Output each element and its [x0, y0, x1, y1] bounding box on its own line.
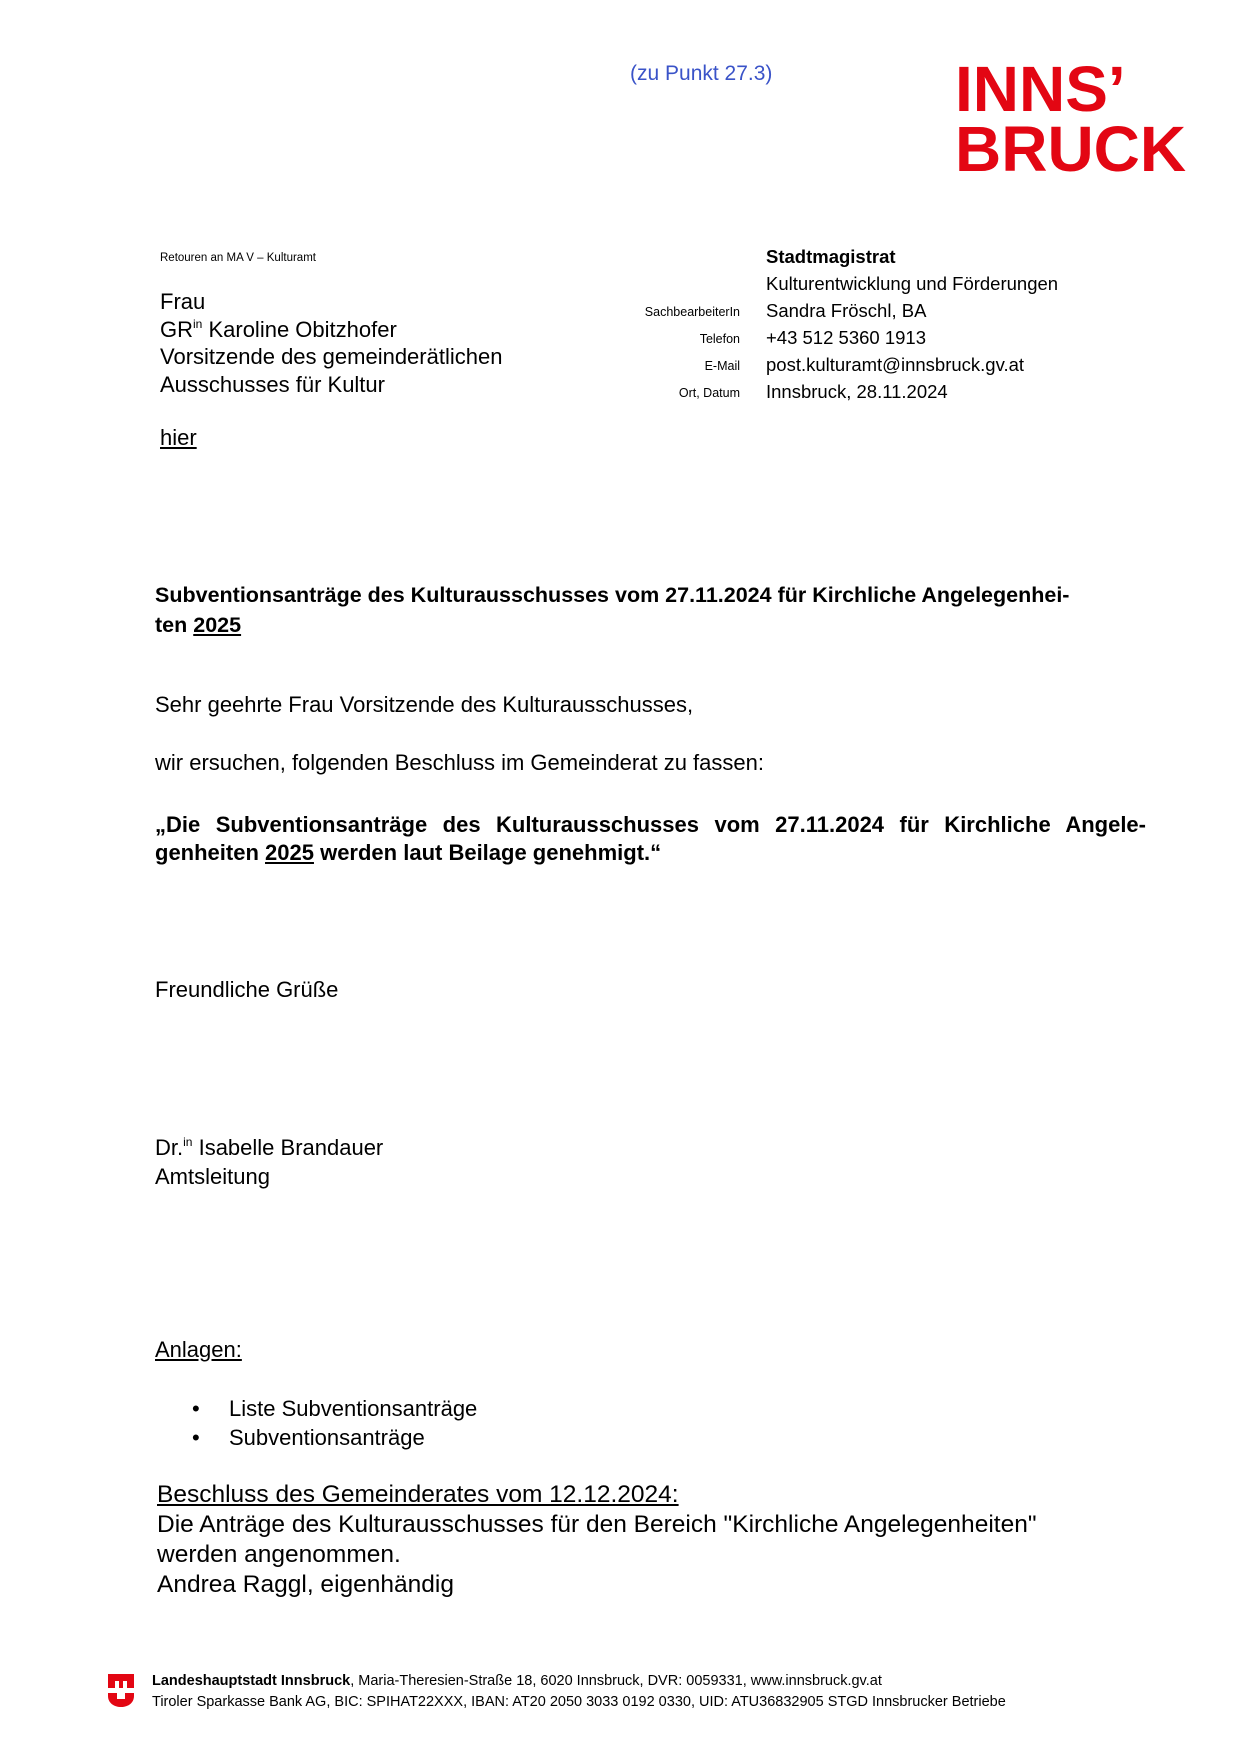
recipient-address [160, 288, 502, 398]
list-item [192, 1423, 477, 1452]
recipient-role-2: Ausschusses für Kultur [160, 371, 385, 397]
signature-title: Dr. [155, 1135, 184, 1160]
recipient-location: hier [160, 425, 197, 450]
council-decision-line-2: werden angenommen. [157, 1541, 401, 1568]
letter-subject [155, 580, 1145, 640]
recipient-name-line [160, 316, 502, 344]
clerk-name: Sandra Fröschl, BA [766, 300, 927, 321]
subject-year: 2025 [193, 613, 242, 637]
signature-block [155, 1133, 383, 1191]
phone-label: Telefon [699, 332, 740, 346]
footer [152, 1671, 1006, 1713]
recipient-title: GR [160, 316, 193, 342]
council-decision-heading: Beschluss des Gemeinderates vom 12.12.2024: [157, 1481, 679, 1508]
attachments-list [192, 1394, 477, 1452]
footer-line-2: Tiroler Sparkasse Bank AG, BIC: SPIHAT22XXX, IBAN: AT20 2050 3033 0192 0330, UID: ATU36832905 STGD Innsbrucker Betriebe [152, 1694, 1006, 1710]
signature-title-sup: in [183, 1135, 193, 1149]
resolution-line-2 [155, 839, 1146, 867]
attachment-label: Liste Subventionsanträge [229, 1396, 478, 1421]
resolution-line-1: „Die Subventionsanträge des Kulturausschusses vom 27.11.2024 für Kirchliche Angele- [155, 812, 1146, 837]
council-decision [157, 1480, 1037, 1600]
footer-line-1 [152, 1671, 1006, 1692]
attachment-label: Subventionsanträge [229, 1425, 425, 1450]
signature-position: Amtsleitung [155, 1164, 270, 1189]
place-date: Innsbruck, 28.11.2024 [766, 381, 948, 402]
sender-office: Stadtmagistrat [766, 246, 896, 267]
bullet-icon: • [192, 1425, 200, 1450]
resolution-line-2-post: werden laut Beilage genehmigt.“ [313, 840, 662, 865]
email-address: post.kulturamt@innsbruck.gv.at [766, 354, 1025, 375]
innsbruck-logo [955, 55, 1195, 180]
subject-line-1: Subventionsanträge des Kulturausschusses vom 27.11.2024 für Kirchliche Angelegenhei- [155, 583, 1070, 607]
recipient-title-sup: in [193, 316, 203, 331]
phone-number: +43 512 5360 1913 [766, 327, 926, 348]
signature-name: Isabelle Brandauer [192, 1135, 384, 1160]
footer-city: Landeshauptstadt Innsbruck [152, 1673, 351, 1689]
return-address: Retouren an MA V – Kulturamt [160, 252, 316, 264]
logo-line-1: INNS’ [955, 55, 1126, 125]
resolution-year: 2025 [265, 840, 314, 865]
council-decision-line-1: Die Anträge des Kulturausschusses für den Bereich "Kirchliche Angelegenheiten" [157, 1511, 1037, 1538]
subject-line-2-text: ten [155, 613, 194, 637]
recipient-salutation: Frau [160, 289, 206, 314]
closing: Freundliche Grüße [155, 977, 339, 1002]
subject-line-2 [155, 610, 1145, 640]
city-crest-icon [106, 1672, 136, 1708]
request-text: wir ersuchen, folgenden Beschluss im Gemeinderat zu fassen: [155, 750, 764, 775]
resolution-line-2-pre: genheiten [155, 840, 266, 865]
greeting: Sehr geehrte Frau Vorsitzende des Kulturausschusses, [155, 692, 694, 717]
place-date-label: Ort, Datum [678, 386, 740, 400]
footer-address: , Maria-Theresien-Straße 18, 6020 Innsbruck, DVR: 0059331, www.innsbruck.gv.at [350, 1673, 882, 1689]
attachments-heading: Anlagen: [155, 1337, 242, 1362]
sender-info [766, 243, 1058, 405]
logo-line-2: BRUCK [955, 113, 1187, 180]
recipient-name: Karoline Obitzhofer [202, 316, 397, 342]
council-decision-line-3: Andrea Raggl, eigenhändig [157, 1571, 454, 1598]
agenda-annotation: (zu Punkt 27.3) [630, 62, 773, 85]
bullet-icon: • [192, 1396, 200, 1421]
sender-labels [560, 299, 740, 407]
signature-name-line [155, 1133, 383, 1162]
email-label: E-Mail [704, 359, 740, 373]
list-item [192, 1394, 477, 1423]
sender-department: Kulturentwicklung und Förderungen [766, 273, 1059, 294]
resolution-text [155, 811, 1146, 867]
recipient-role-1: Vorsitzende des gemeinderätlichen [160, 344, 503, 369]
clerk-label: SachbearbeiterIn [644, 305, 740, 319]
